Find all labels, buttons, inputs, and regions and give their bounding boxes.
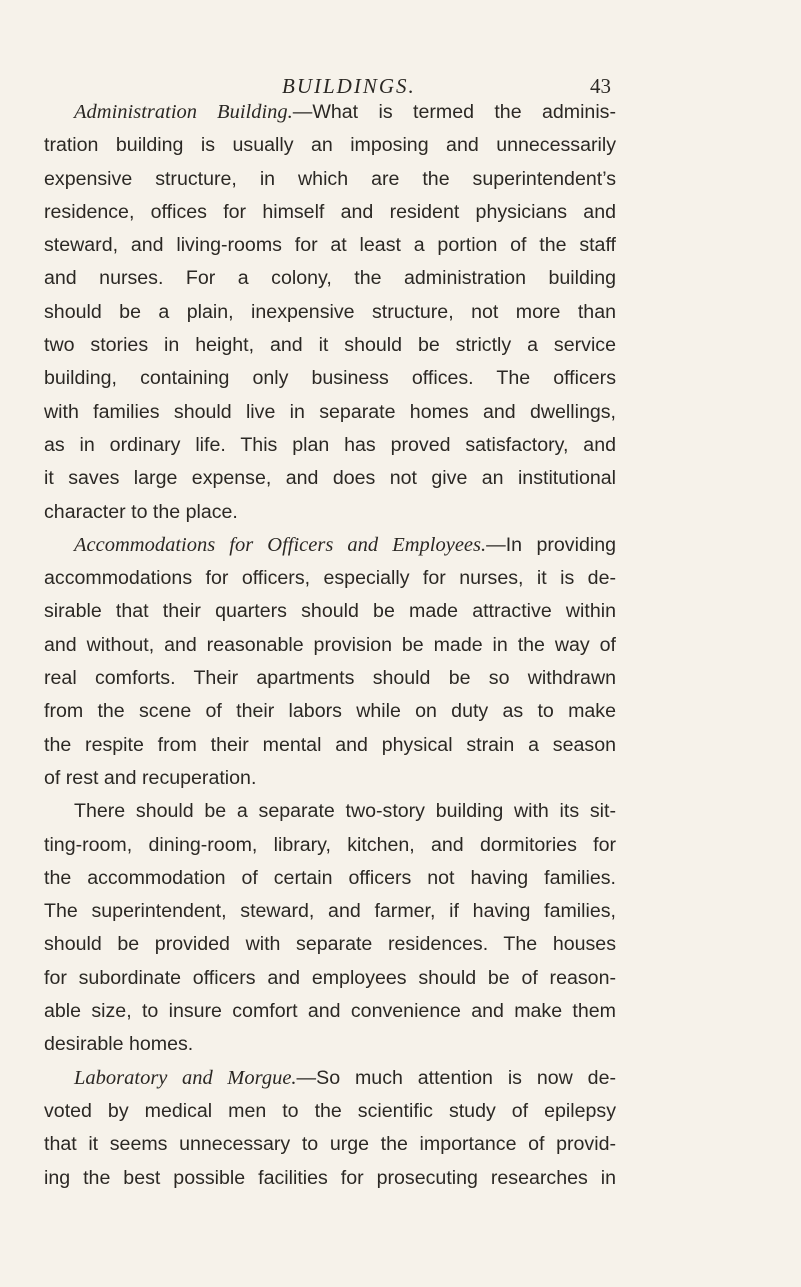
text-line: sirable that their quarters should be made attractive within [44, 600, 616, 623]
text-line: and nurses. For a colony, the administration building [44, 267, 616, 290]
text-line: Accommodations for Officers and Employees.—In providing [74, 533, 616, 556]
section-heading: Administration Building. [74, 101, 293, 123]
text-line: Administration Building.—What is termed the adminis- [74, 101, 616, 123]
text-line: should be a plain, inexpensive structure, not more than [44, 300, 616, 323]
text-line: it saves large expense, and does not give an institutional [44, 467, 616, 490]
text-line: and without, and reasonable provision be made in the way of [44, 633, 616, 656]
text-line: The superintendent, steward, and farmer, if having families, [44, 900, 616, 923]
text-line: two stories in height, and it should be strictly a service [44, 334, 616, 357]
running-head: BUILDINGS. [282, 74, 416, 98]
page-number: 43 [590, 74, 611, 98]
text-line: steward, and living-rooms for at least a portion of the staff [44, 234, 616, 257]
text-line: able size, to insure comfort and convenience and make them [44, 1000, 616, 1023]
text-line: ting-room, dining-room, library, kitchen, and dormitories for [44, 833, 616, 856]
text-line: as in ordinary life. This plan has proved satisfactory, and [44, 433, 616, 456]
section-heading: Laboratory and Morgue. [74, 1066, 297, 1089]
text-line: There should be a separate two-story building with its sit- [74, 800, 616, 823]
text-line: real comforts. Their apartments should be so withdrawn [44, 667, 616, 690]
text-line: expensive structure, in which are the superintendent’s [44, 167, 616, 190]
text-line: for subordinate officers and employees should be of reason- [44, 966, 616, 989]
text-line: voted by medical men to the scientific study of epilepsy [44, 1099, 616, 1122]
body-text [44, 96, 616, 1195]
text-line: from the scene of their labors while on duty as to make [44, 700, 616, 723]
text-line: the accommodation of certain officers not having families. [44, 866, 616, 889]
text-line: that it seems unnecessary to urge the importance of provid- [44, 1133, 616, 1156]
text-line: accommodations for officers, especially for nurses, it is de- [44, 567, 616, 590]
text-line: building, containing only business offices. The officers [44, 367, 616, 390]
text-line: with families should live in separate homes and dwellings, [44, 400, 616, 423]
text-line: the respite from their mental and physical strain a season [44, 733, 616, 756]
text-line: Laboratory and Morgue.—So much attention is now de- [74, 1066, 616, 1089]
text-line: ing the best possible facilities for prosecuting researches in [44, 1166, 616, 1189]
text-line: desirable homes. [44, 1033, 194, 1056]
text-line: should be provided with separate residences. The houses [44, 933, 616, 956]
text-line: residence, offices for himself and resident physicians and [44, 200, 616, 223]
text-line: tration building is usually an imposing and unnecessarily [44, 134, 616, 157]
section-heading: Accommodations for Officers and Employees. [74, 533, 487, 556]
text-line: of rest and recuperation. [44, 766, 257, 789]
text-line: character to the place. [44, 500, 238, 523]
